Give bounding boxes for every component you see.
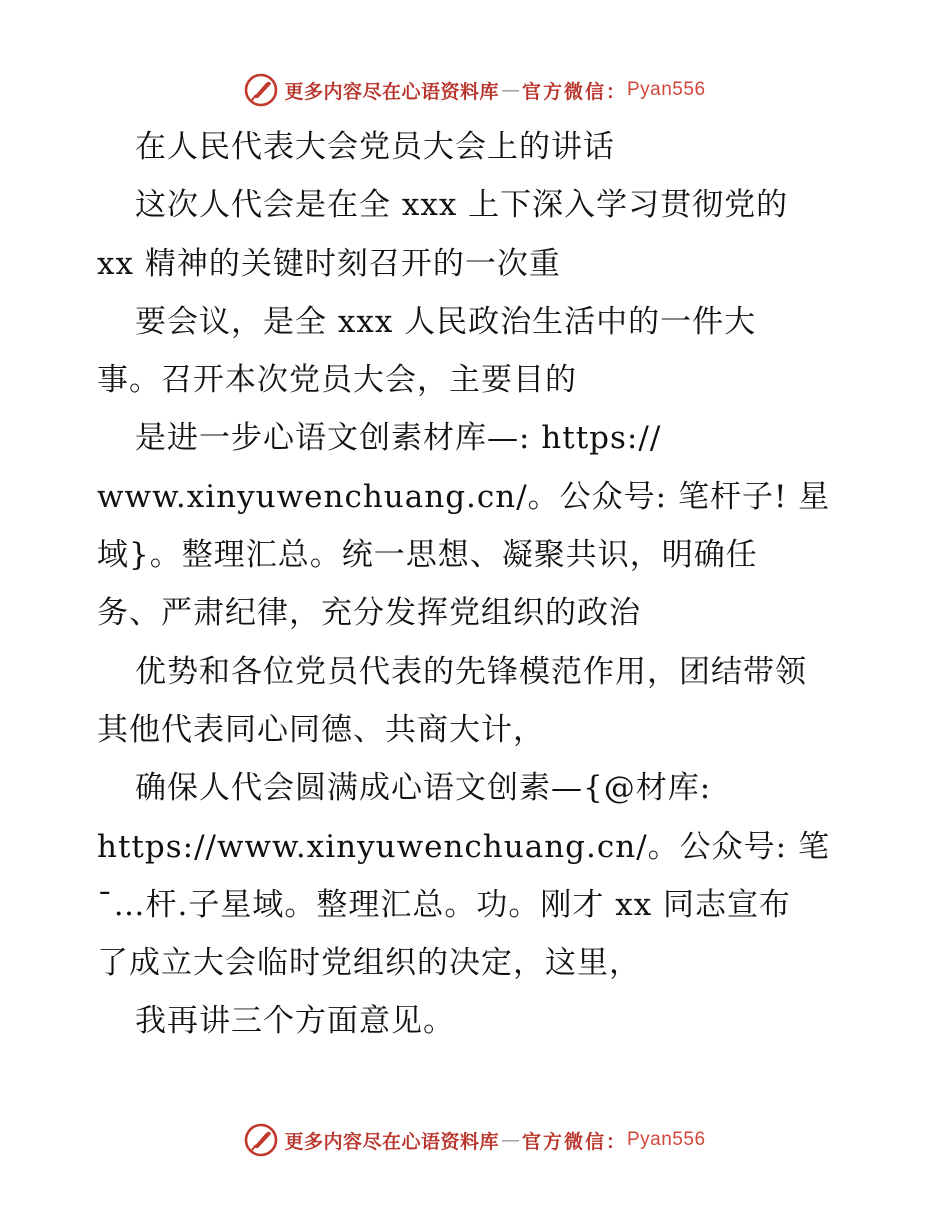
document-line: https://www.xinyuwenchuang.cn/。公众号: 笔 (97, 828, 830, 865)
document-line: 要会议，是全 xxx 人民政治生活中的一件大 (135, 303, 757, 340)
banner-promo-text: 更多内容尽在心语资料库 (284, 80, 499, 103)
document-body (97, 118, 877, 1051)
document-line: 在人民代表大会党员大会上的讲话 (135, 129, 615, 165)
banner-wechat-id: Pyan556 (627, 79, 706, 100)
document-line: 我再讲三个方面意见。 (135, 1003, 455, 1040)
document-line: 确保人代会圆满成心语文创素—{@材库: (135, 770, 712, 807)
document-line: 优势和各位党员代表的先锋模范作用，团结带领 (135, 653, 807, 690)
banner-wechat-id: Pyan556 (627, 1129, 706, 1150)
footer-banner (0, 1120, 950, 1160)
document-line: 务、严肃纪律，充分发挥党组织的政治 (97, 595, 641, 632)
header-banner (0, 70, 950, 110)
document-line: 了成立大会临时党组织的决定，这里， (97, 945, 641, 982)
banner-separator: — (500, 1129, 520, 1151)
banner-promo-text: 更多内容尽在心语资料库 (284, 1130, 499, 1153)
document-line: xx 精神的关键时刻召开的一次重 (97, 245, 561, 282)
quill-circle-icon (244, 1123, 278, 1157)
document-line: 域}。整理汇总。统一思想、凝聚共识，明确任 (97, 537, 758, 574)
banner-official-label: 官方微信： (521, 80, 627, 103)
document-line: 其他代表同心同德、共商大计， (97, 711, 545, 748)
banner-separator: — (500, 79, 520, 101)
document-line: ¯…杆.子星域。整理汇总。功。刚才 xx 同志宣布 (97, 886, 792, 923)
document-line: 事。召开本次党员大会，主要目的 (97, 362, 577, 399)
document-line: www.xinyuwenchuang.cn/。公众号: 笔杆子! 星 (97, 478, 831, 515)
document-line: 这次人代会是在全 xxx 上下深入学习贯彻党的 (135, 187, 789, 224)
document-line: 是进一步心语文创素材库—: https:// (135, 420, 662, 457)
banner-official-label: 官方微信： (521, 1130, 627, 1153)
quill-circle-icon (244, 73, 278, 107)
